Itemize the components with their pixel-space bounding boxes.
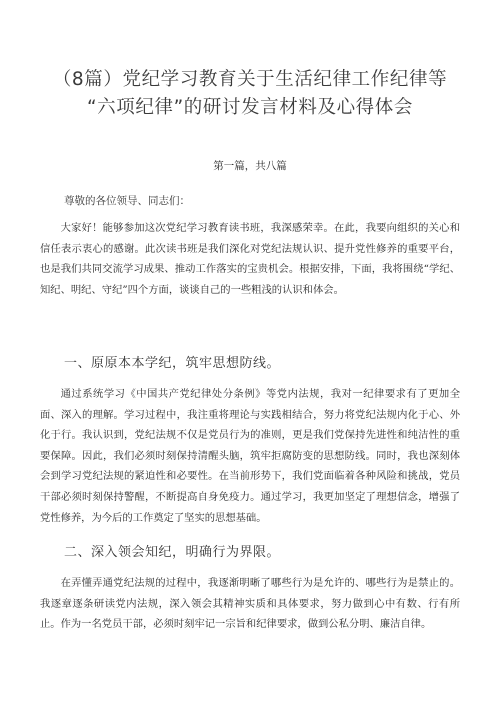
title-line-1: （8篇）党纪学习教育关于生活纪律工作纪律等 [52, 69, 448, 90]
section-1-paragraph: 通过系统学习《中国共产党纪律处分条例》等党内法规，我对一纪律要求有了更加全面、深入的理解。学习过程中，我注重将理论与实践相结合，努力将党纪法规内化于心、外化于行。我认识到，党纪法规不仅是党员行为的准则，更是我们党保持先进性和纯洁性的重要保障。因此，我们必须时刻保持清醒头脑，筑牢拒腐防变的思想防线。同时，我也深刻体会到学习党纪法规的紧迫性和必要性。在当前形势下，我们党面临着各种风险和挑战，党员干部必须时刻保持警醒，不断提高自身免疫力。通过学习，我更加坚定了理想信念，增强了党性修养，为今后的工作奠定了坚实的思想基础。 [40, 388, 460, 524]
section-2-paragraph: 在弄懂弄通党纪法规的过程中，我逐渐明晰了哪些行为是允许的、哪些行为是禁止的。我逐章逐条研读党内法规，深入领会其精神实质和具体要求，努力做到心中有数、行有所止。作为一名党员干部，必须时刻牢记一宗旨和纪律要求，做到公私分明、廉洁自律。 [40, 577, 460, 631]
title-line-2: “六项纪律”的研讨发言材料及心得体会 [87, 97, 413, 118]
section-heading-1: 一、原原本本学纪，筑牢思想防线。 [64, 356, 281, 371]
salutation: 尊敬的各位领导、同志们： [64, 195, 190, 207]
intro-paragraph: 大家好！能够参加这次党纪学习教育读书班，我深感荣幸。在此，我要向组织的关心和信任表示衷心的感谢。此次读书班是我们深化对党纪法规认识、提升党性修养的重要平台，也是我们共同交流学习成果、推动工作落实的宝贵机会。根据安排，下面，我将围绕“学纪、知纪、明纪、守纪”四个方面，谈谈自己的一些粗浅的认识和体会。 [40, 222, 460, 296]
document-title [20, 66, 480, 122]
section-heading-2: 二、深入领会知纪，明确行为界限。 [64, 545, 281, 560]
part-subtitle: 第一篇，共八篇 [213, 160, 287, 172]
